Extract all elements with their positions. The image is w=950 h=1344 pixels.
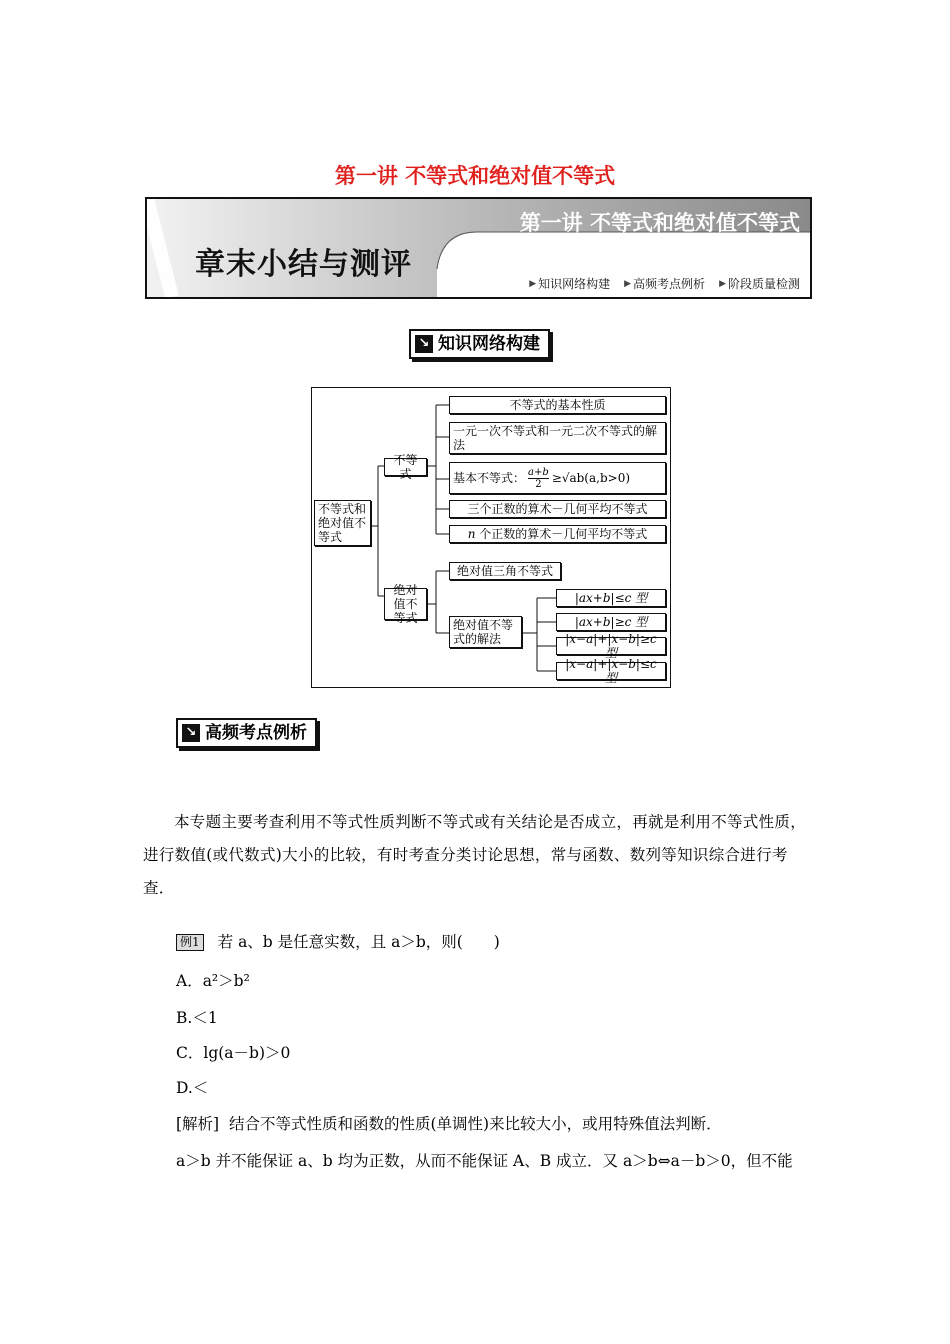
diagram-node-type-2: |ax+b|≥c 型 [556,613,666,631]
diagram-node-three-amgm: 三个正数的算术－几何平均不等式 [449,500,666,518]
section-heading-network: ↘ 知识网络构建 [409,329,550,359]
diagram-node-basic-inequality: 基本不等式： $\frac{a+b}{2}$ ≥√ab(a,b>0) [449,462,666,494]
option-c: C．lg(a－b)＞0 [176,1044,291,1062]
triangle-icon: ▶ [529,278,537,289]
banner-title: 章末小结与测评 [195,247,412,282]
chapter-banner [145,197,812,299]
diagram-node-n-amgm: n 个正数的算术－几何平均不等式 [449,525,666,543]
example-question: 例1 若 a、b 是任意实数，且 a＞b，则( ) [176,930,500,952]
diagram-branch-absolute: 绝对值不等式 [384,588,427,620]
arrow-down-right-icon: ↘ [182,724,200,742]
arrow-down-right-icon: ↘ [415,335,433,353]
analysis-label: [解析] [176,1115,220,1133]
analysis-line: [解析] 结合不等式性质和函数的性质(单调性)来比较大小，或用特殊值法判断． [176,1115,722,1133]
option-b: B.＜1 [176,1009,218,1027]
diagram-node-type-3: |x−a|+|x−b|≥c 型 [556,637,666,655]
diagram-root-node: 不等式和绝对值不等式 [314,500,371,546]
option-a: A．a²＞b² [176,972,250,990]
triangle-icon: ▶ [624,278,632,289]
example-tag: 例1 [176,934,204,951]
banner-subtitle: 第一讲 不等式和绝对值不等式 [519,211,800,235]
diagram-node-type-4: |x−a|+|x−b|≤c 型 [556,662,666,680]
diagram-node-solution-methods: 绝对值不等式的解法 [449,616,522,648]
intro-paragraph: 本专题主要考查利用不等式性质判断不等式或有关结论是否成立，再就是利用不等式性质，进行数值(或代数式)大小的比较，有时考查分类讨论思想，常与函数、数列等知识综合进行考查． [143,813,807,897]
diagram-node-triangle-inequality: 绝对值三角不等式 [449,562,561,580]
option-d: D.＜ [176,1079,209,1097]
diagram-node-linear-quadratic: 一元一次不等式和一元二次不等式的解法 [449,422,666,454]
banner-nav [529,275,800,292]
document-title: 第一讲 不等式和绝对值不等式 [334,164,616,188]
nav-item-network[interactable]: ▶ 知识网络构建 [529,277,611,291]
diagram-node-basic-properties: 不等式的基本性质 [449,396,666,414]
knowledge-network-diagram [311,387,671,688]
diagram-branch-inequality: 不等式 [384,458,427,476]
analysis-continuation: a＞b 并不能保证 a、b 均为正数，从而不能保证 A、B 成立．又 a＞b⇔a－b＞0，但不能 [176,1152,793,1170]
nav-item-highfreq[interactable]: ▶ 高频考点例析 [624,277,706,291]
section-heading-highfreq: ↘ 高频考点例析 [176,718,317,748]
diagram-node-type-1: |ax+b|≤c 型 [556,589,666,607]
nav-item-test[interactable]: ▶ 阶段质量检测 [719,277,800,291]
fraction: $\frac{a+b}{2}$ [528,466,549,490]
triangle-icon: ▶ [719,278,726,289]
